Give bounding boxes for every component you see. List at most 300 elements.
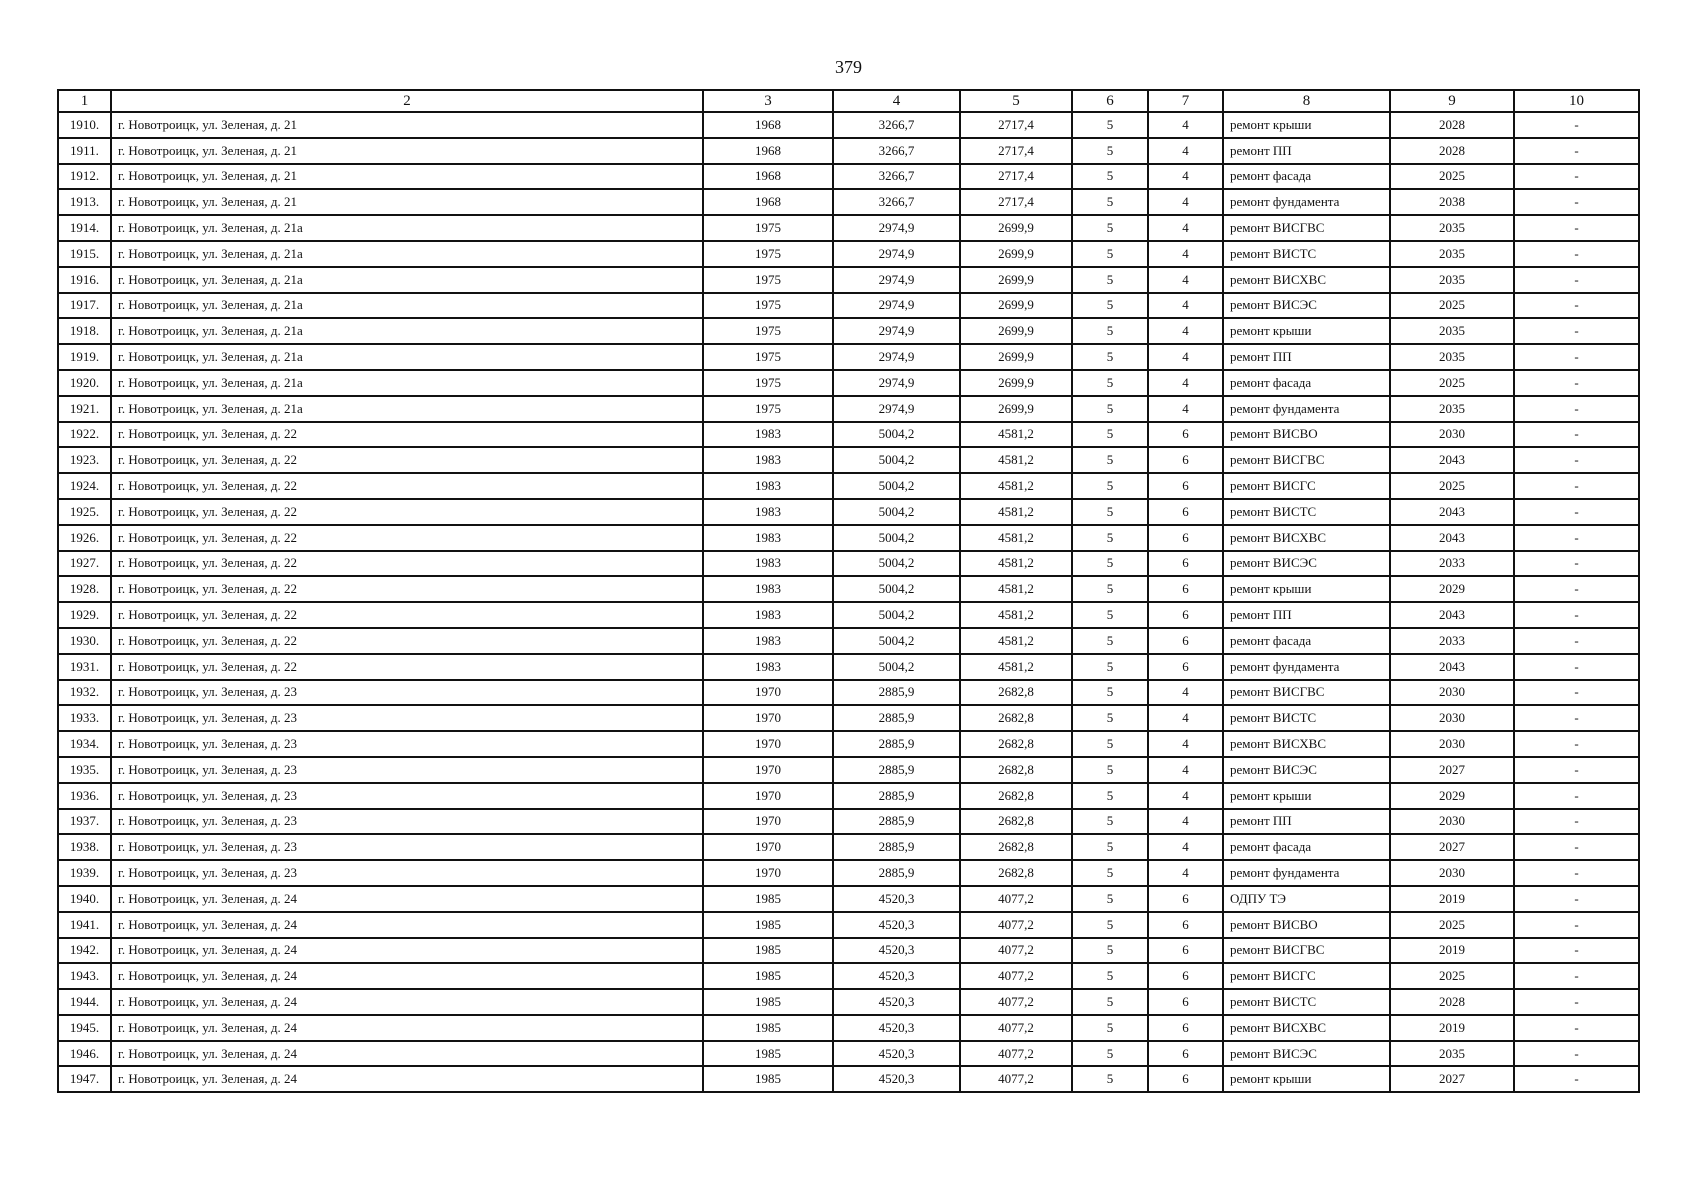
cell-note: -	[1514, 241, 1639, 267]
cell-address: г. Новотроицк, ул. Зеленая, д. 22	[111, 525, 703, 551]
cell-floors: 5	[1072, 499, 1148, 525]
cell-total-area: 2974,9	[833, 396, 960, 422]
cell-row-number: 1946.	[58, 1041, 111, 1067]
cell-address: г. Новотроицк, ул. Зеленая, д. 23	[111, 680, 703, 706]
cell-floors: 5	[1072, 215, 1148, 241]
cell-note: -	[1514, 860, 1639, 886]
cell-plan-year: 2033	[1390, 551, 1514, 577]
cell-entrances: 6	[1148, 989, 1223, 1015]
cell-work-type: ремонт ВИСТС	[1223, 241, 1390, 267]
cell-floors: 5	[1072, 757, 1148, 783]
cell-build-year: 1983	[703, 602, 833, 628]
cell-build-year: 1983	[703, 473, 833, 499]
cell-plan-year: 2043	[1390, 602, 1514, 628]
cell-living-area: 4077,2	[960, 1015, 1072, 1041]
cell-living-area: 4077,2	[960, 1066, 1072, 1092]
cell-note: -	[1514, 1015, 1639, 1041]
cell-row-number: 1916.	[58, 267, 111, 293]
cell-work-type: ремонт крыши	[1223, 783, 1390, 809]
cell-work-type: ремонт ВИСГС	[1223, 473, 1390, 499]
cell-address: г. Новотроицк, ул. Зеленая, д. 24	[111, 1066, 703, 1092]
column-header-1: 1	[58, 90, 111, 112]
cell-floors: 5	[1072, 112, 1148, 138]
cell-row-number: 1937.	[58, 809, 111, 835]
cell-address: г. Новотроицк, ул. Зеленая, д. 21а	[111, 370, 703, 396]
table-row	[58, 1066, 1639, 1092]
table-row	[58, 422, 1639, 448]
cell-floors: 5	[1072, 293, 1148, 319]
cell-total-area: 3266,7	[833, 189, 960, 215]
cell-work-type: ремонт фундамента	[1223, 654, 1390, 680]
cell-note: -	[1514, 473, 1639, 499]
cell-floors: 5	[1072, 138, 1148, 164]
cell-plan-year: 2030	[1390, 809, 1514, 835]
cell-build-year: 1968	[703, 138, 833, 164]
cell-work-type: ремонт ВИСГВС	[1223, 680, 1390, 706]
cell-floors: 5	[1072, 705, 1148, 731]
cell-living-area: 2682,8	[960, 757, 1072, 783]
cell-floors: 5	[1072, 860, 1148, 886]
cell-plan-year: 2035	[1390, 396, 1514, 422]
cell-note: -	[1514, 628, 1639, 654]
cell-living-area: 4581,2	[960, 447, 1072, 473]
cell-plan-year: 2025	[1390, 370, 1514, 396]
cell-living-area: 2682,8	[960, 809, 1072, 835]
cell-row-number: 1914.	[58, 215, 111, 241]
cell-address: г. Новотроицк, ул. Зеленая, д. 21	[111, 112, 703, 138]
column-header-4: 4	[833, 90, 960, 112]
cell-row-number: 1945.	[58, 1015, 111, 1041]
table-row	[58, 293, 1639, 319]
cell-total-area: 2885,9	[833, 757, 960, 783]
cell-note: -	[1514, 447, 1639, 473]
cell-entrances: 4	[1148, 189, 1223, 215]
cell-plan-year: 2027	[1390, 1066, 1514, 1092]
cell-work-type: ремонт фундамента	[1223, 189, 1390, 215]
cell-address: г. Новотроицк, ул. Зеленая, д. 21	[111, 138, 703, 164]
cell-entrances: 4	[1148, 705, 1223, 731]
cell-living-area: 2717,4	[960, 189, 1072, 215]
cell-note: -	[1514, 499, 1639, 525]
cell-note: -	[1514, 112, 1639, 138]
table-row	[58, 628, 1639, 654]
table-row	[58, 318, 1639, 344]
cell-living-area: 2682,8	[960, 860, 1072, 886]
cell-floors: 5	[1072, 344, 1148, 370]
cell-floors: 5	[1072, 654, 1148, 680]
cell-row-number: 1939.	[58, 860, 111, 886]
cell-row-number: 1915.	[58, 241, 111, 267]
cell-plan-year: 2029	[1390, 576, 1514, 602]
cell-note: -	[1514, 396, 1639, 422]
cell-plan-year: 2035	[1390, 344, 1514, 370]
cell-living-area: 2699,9	[960, 318, 1072, 344]
cell-row-number: 1936.	[58, 783, 111, 809]
column-header-9: 9	[1390, 90, 1514, 112]
cell-note: -	[1514, 809, 1639, 835]
cell-entrances: 6	[1148, 551, 1223, 577]
cell-entrances: 6	[1148, 422, 1223, 448]
cell-row-number: 1911.	[58, 138, 111, 164]
cell-entrances: 6	[1148, 473, 1223, 499]
cell-address: г. Новотроицк, ул. Зеленая, д. 22	[111, 473, 703, 499]
cell-entrances: 4	[1148, 112, 1223, 138]
cell-floors: 5	[1072, 396, 1148, 422]
cell-address: г. Новотроицк, ул. Зеленая, д. 21	[111, 164, 703, 190]
cell-living-area: 4581,2	[960, 422, 1072, 448]
cell-address: г. Новотроицк, ул. Зеленая, д. 22	[111, 447, 703, 473]
cell-build-year: 1970	[703, 705, 833, 731]
cell-total-area: 4520,3	[833, 938, 960, 964]
column-header-10: 10	[1514, 90, 1639, 112]
cell-note: -	[1514, 293, 1639, 319]
cell-build-year: 1970	[703, 757, 833, 783]
cell-work-type: ремонт фундамента	[1223, 396, 1390, 422]
column-header-8: 8	[1223, 90, 1390, 112]
cell-work-type: ремонт ВИСГВС	[1223, 938, 1390, 964]
cell-address: г. Новотроицк, ул. Зеленая, д. 22	[111, 576, 703, 602]
table-row	[58, 241, 1639, 267]
cell-entrances: 6	[1148, 576, 1223, 602]
cell-build-year: 1975	[703, 318, 833, 344]
cell-entrances: 4	[1148, 370, 1223, 396]
cell-living-area: 2682,8	[960, 834, 1072, 860]
cell-row-number: 1924.	[58, 473, 111, 499]
cell-plan-year: 2028	[1390, 112, 1514, 138]
cell-note: -	[1514, 164, 1639, 190]
cell-row-number: 1938.	[58, 834, 111, 860]
cell-total-area: 4520,3	[833, 989, 960, 1015]
cell-row-number: 1944.	[58, 989, 111, 1015]
cell-living-area: 2717,4	[960, 112, 1072, 138]
cell-plan-year: 2025	[1390, 912, 1514, 938]
cell-build-year: 1970	[703, 783, 833, 809]
cell-entrances: 6	[1148, 886, 1223, 912]
cell-entrances: 4	[1148, 731, 1223, 757]
cell-entrances: 6	[1148, 602, 1223, 628]
cell-build-year: 1983	[703, 525, 833, 551]
cell-total-area: 3266,7	[833, 112, 960, 138]
page-number: 379	[835, 57, 862, 77]
cell-row-number: 1929.	[58, 602, 111, 628]
cell-total-area: 5004,2	[833, 576, 960, 602]
cell-total-area: 2885,9	[833, 680, 960, 706]
cell-work-type: ремонт крыши	[1223, 576, 1390, 602]
cell-work-type: ремонт фасада	[1223, 834, 1390, 860]
table-row	[58, 989, 1639, 1015]
table-row	[58, 834, 1639, 860]
cell-entrances: 4	[1148, 809, 1223, 835]
cell-work-type: ремонт фундамента	[1223, 860, 1390, 886]
cell-plan-year: 2029	[1390, 783, 1514, 809]
table-row	[58, 164, 1639, 190]
cell-entrances: 6	[1148, 963, 1223, 989]
cell-work-type: ремонт ВИСХВС	[1223, 731, 1390, 757]
cell-floors: 5	[1072, 963, 1148, 989]
cell-work-type: ремонт крыши	[1223, 318, 1390, 344]
cell-floors: 5	[1072, 783, 1148, 809]
table-row	[58, 447, 1639, 473]
cell-floors: 5	[1072, 473, 1148, 499]
cell-address: г. Новотроицк, ул. Зеленая, д. 22	[111, 628, 703, 654]
cell-note: -	[1514, 267, 1639, 293]
column-header-6: 6	[1072, 90, 1148, 112]
cell-floors: 5	[1072, 189, 1148, 215]
cell-build-year: 1975	[703, 267, 833, 293]
cell-row-number: 1933.	[58, 705, 111, 731]
table-row	[58, 938, 1639, 964]
cell-row-number: 1934.	[58, 731, 111, 757]
cell-work-type: ремонт ВИСТС	[1223, 499, 1390, 525]
cell-living-area: 2699,9	[960, 370, 1072, 396]
cell-row-number: 1923.	[58, 447, 111, 473]
cell-total-area: 4520,3	[833, 1015, 960, 1041]
cell-address: г. Новотроицк, ул. Зеленая, д. 23	[111, 834, 703, 860]
table-row	[58, 112, 1639, 138]
cell-plan-year: 2043	[1390, 447, 1514, 473]
cell-row-number: 1925.	[58, 499, 111, 525]
cell-entrances: 4	[1148, 680, 1223, 706]
cell-row-number: 1940.	[58, 886, 111, 912]
cell-row-number: 1927.	[58, 551, 111, 577]
cell-living-area: 4581,2	[960, 628, 1072, 654]
cell-total-area: 5004,2	[833, 654, 960, 680]
cell-plan-year: 2038	[1390, 189, 1514, 215]
cell-living-area: 4581,2	[960, 499, 1072, 525]
cell-total-area: 2974,9	[833, 293, 960, 319]
cell-plan-year: 2035	[1390, 241, 1514, 267]
cell-row-number: 1942.	[58, 938, 111, 964]
cell-work-type: ремонт ВИСХВС	[1223, 267, 1390, 293]
cell-address: г. Новотроицк, ул. Зеленая, д. 21а	[111, 241, 703, 267]
cell-entrances: 4	[1148, 215, 1223, 241]
cell-living-area: 4581,2	[960, 602, 1072, 628]
cell-address: г. Новотроицк, ул. Зеленая, д. 24	[111, 1041, 703, 1067]
table-row	[58, 215, 1639, 241]
cell-build-year: 1985	[703, 912, 833, 938]
cell-note: -	[1514, 576, 1639, 602]
cell-living-area: 2682,8	[960, 705, 1072, 731]
cell-row-number: 1941.	[58, 912, 111, 938]
cell-floors: 5	[1072, 1066, 1148, 1092]
cell-work-type: ремонт ВИСЭС	[1223, 1041, 1390, 1067]
cell-plan-year: 2035	[1390, 215, 1514, 241]
table-row	[58, 396, 1639, 422]
cell-living-area: 2682,8	[960, 680, 1072, 706]
cell-note: -	[1514, 215, 1639, 241]
cell-living-area: 4077,2	[960, 912, 1072, 938]
cell-work-type: ремонт фасада	[1223, 628, 1390, 654]
cell-total-area: 2885,9	[833, 731, 960, 757]
cell-living-area: 2699,9	[960, 241, 1072, 267]
column-header-2: 2	[111, 90, 703, 112]
cell-address: г. Новотроицк, ул. Зеленая, д. 23	[111, 783, 703, 809]
cell-entrances: 4	[1148, 318, 1223, 344]
table-row	[58, 551, 1639, 577]
cell-plan-year: 2030	[1390, 860, 1514, 886]
cell-note: -	[1514, 912, 1639, 938]
cell-build-year: 1985	[703, 1041, 833, 1067]
cell-plan-year: 2019	[1390, 886, 1514, 912]
cell-note: -	[1514, 525, 1639, 551]
cell-work-type: ремонт ВИСХВС	[1223, 1015, 1390, 1041]
cell-work-type: ремонт ВИСГВС	[1223, 447, 1390, 473]
cell-note: -	[1514, 989, 1639, 1015]
cell-address: г. Новотроицк, ул. Зеленая, д. 22	[111, 602, 703, 628]
cell-plan-year: 2033	[1390, 628, 1514, 654]
cell-living-area: 2699,9	[960, 344, 1072, 370]
table-row	[58, 1015, 1639, 1041]
table-header-row	[58, 90, 1639, 112]
cell-entrances: 4	[1148, 834, 1223, 860]
cell-note: -	[1514, 731, 1639, 757]
cell-row-number: 1919.	[58, 344, 111, 370]
cell-work-type: ремонт ВИСТС	[1223, 705, 1390, 731]
cell-floors: 5	[1072, 938, 1148, 964]
table-row	[58, 963, 1639, 989]
cell-total-area: 5004,2	[833, 499, 960, 525]
cell-work-type: ремонт ПП	[1223, 344, 1390, 370]
table-row	[58, 731, 1639, 757]
cell-build-year: 1983	[703, 551, 833, 577]
table-row	[58, 344, 1639, 370]
cell-plan-year: 2028	[1390, 989, 1514, 1015]
cell-living-area: 2717,4	[960, 138, 1072, 164]
cell-work-type: ремонт ВИСГВС	[1223, 215, 1390, 241]
cell-living-area: 4581,2	[960, 525, 1072, 551]
cell-entrances: 4	[1148, 241, 1223, 267]
cell-work-type: ОДПУ ТЭ	[1223, 886, 1390, 912]
cell-entrances: 6	[1148, 447, 1223, 473]
cell-address: г. Новотроицк, ул. Зеленая, д. 22	[111, 654, 703, 680]
cell-floors: 5	[1072, 1015, 1148, 1041]
cell-work-type: ремонт фасада	[1223, 164, 1390, 190]
cell-build-year: 1970	[703, 809, 833, 835]
cell-row-number: 1947.	[58, 1066, 111, 1092]
table-row	[58, 602, 1639, 628]
cell-living-area: 4077,2	[960, 989, 1072, 1015]
cell-note: -	[1514, 189, 1639, 215]
table-row	[58, 576, 1639, 602]
cell-total-area: 2974,9	[833, 267, 960, 293]
cell-total-area: 2885,9	[833, 809, 960, 835]
cell-living-area: 4077,2	[960, 886, 1072, 912]
cell-build-year: 1983	[703, 499, 833, 525]
cell-plan-year: 2019	[1390, 938, 1514, 964]
cell-floors: 5	[1072, 551, 1148, 577]
cell-living-area: 2699,9	[960, 293, 1072, 319]
cell-entrances: 6	[1148, 628, 1223, 654]
cell-floors: 5	[1072, 680, 1148, 706]
cell-address: г. Новотроицк, ул. Зеленая, д. 21а	[111, 215, 703, 241]
cell-plan-year: 2027	[1390, 757, 1514, 783]
cell-build-year: 1968	[703, 164, 833, 190]
cell-work-type: ремонт фасада	[1223, 370, 1390, 396]
cell-entrances: 6	[1148, 1015, 1223, 1041]
cell-living-area: 2682,8	[960, 783, 1072, 809]
cell-total-area: 2974,9	[833, 370, 960, 396]
cell-entrances: 4	[1148, 164, 1223, 190]
cell-living-area: 2717,4	[960, 164, 1072, 190]
cell-note: -	[1514, 422, 1639, 448]
cell-plan-year: 2030	[1390, 422, 1514, 448]
cell-total-area: 2885,9	[833, 834, 960, 860]
cell-build-year: 1983	[703, 447, 833, 473]
cell-total-area: 3266,7	[833, 164, 960, 190]
cell-address: г. Новотроицк, ул. Зеленая, д. 23	[111, 809, 703, 835]
cell-row-number: 1920.	[58, 370, 111, 396]
cell-address: г. Новотроицк, ул. Зеленая, д. 22	[111, 499, 703, 525]
cell-build-year: 1985	[703, 1015, 833, 1041]
cell-address: г. Новотроицк, ул. Зеленая, д. 21а	[111, 293, 703, 319]
cell-floors: 5	[1072, 422, 1148, 448]
table-row	[58, 783, 1639, 809]
cell-floors: 5	[1072, 576, 1148, 602]
cell-build-year: 1970	[703, 834, 833, 860]
table-row	[58, 1041, 1639, 1067]
cell-address: г. Новотроицк, ул. Зеленая, д. 22	[111, 422, 703, 448]
cell-note: -	[1514, 1066, 1639, 1092]
table-row	[58, 189, 1639, 215]
table-body	[58, 112, 1639, 1092]
cell-floors: 5	[1072, 989, 1148, 1015]
table-row	[58, 912, 1639, 938]
column-header-7: 7	[1148, 90, 1223, 112]
cell-work-type: ремонт ВИСЭС	[1223, 757, 1390, 783]
cell-plan-year: 2043	[1390, 654, 1514, 680]
cell-build-year: 1975	[703, 370, 833, 396]
cell-address: г. Новотроицк, ул. Зеленая, д. 21а	[111, 267, 703, 293]
cell-address: г. Новотроицк, ул. Зеленая, д. 24	[111, 886, 703, 912]
cell-plan-year: 2043	[1390, 499, 1514, 525]
cell-living-area: 2682,8	[960, 731, 1072, 757]
cell-build-year: 1970	[703, 731, 833, 757]
cell-work-type: ремонт ПП	[1223, 138, 1390, 164]
cell-plan-year: 2028	[1390, 138, 1514, 164]
cell-work-type: ремонт крыши	[1223, 112, 1390, 138]
cell-total-area: 4520,3	[833, 963, 960, 989]
cell-living-area: 2699,9	[960, 215, 1072, 241]
cell-total-area: 2885,9	[833, 860, 960, 886]
cell-entrances: 6	[1148, 525, 1223, 551]
cell-address: г. Новотроицк, ул. Зеленая, д. 23	[111, 731, 703, 757]
cell-total-area: 4520,3	[833, 1066, 960, 1092]
cell-total-area: 2974,9	[833, 241, 960, 267]
cell-row-number: 1932.	[58, 680, 111, 706]
cell-build-year: 1985	[703, 938, 833, 964]
cell-plan-year: 2025	[1390, 473, 1514, 499]
cell-floors: 5	[1072, 731, 1148, 757]
cell-work-type: ремонт крыши	[1223, 1066, 1390, 1092]
cell-work-type: ремонт ПП	[1223, 809, 1390, 835]
cell-floors: 5	[1072, 886, 1148, 912]
cell-plan-year: 2025	[1390, 164, 1514, 190]
register-table	[57, 89, 1640, 1093]
cell-entrances: 6	[1148, 499, 1223, 525]
cell-note: -	[1514, 938, 1639, 964]
cell-floors: 5	[1072, 370, 1148, 396]
column-header-3: 3	[703, 90, 833, 112]
cell-total-area: 5004,2	[833, 447, 960, 473]
cell-living-area: 4077,2	[960, 963, 1072, 989]
cell-build-year: 1970	[703, 860, 833, 886]
cell-address: г. Новотроицк, ул. Зеленая, д. 21а	[111, 318, 703, 344]
cell-note: -	[1514, 757, 1639, 783]
cell-row-number: 1930.	[58, 628, 111, 654]
cell-row-number: 1913.	[58, 189, 111, 215]
cell-plan-year: 2019	[1390, 1015, 1514, 1041]
cell-living-area: 4581,2	[960, 654, 1072, 680]
